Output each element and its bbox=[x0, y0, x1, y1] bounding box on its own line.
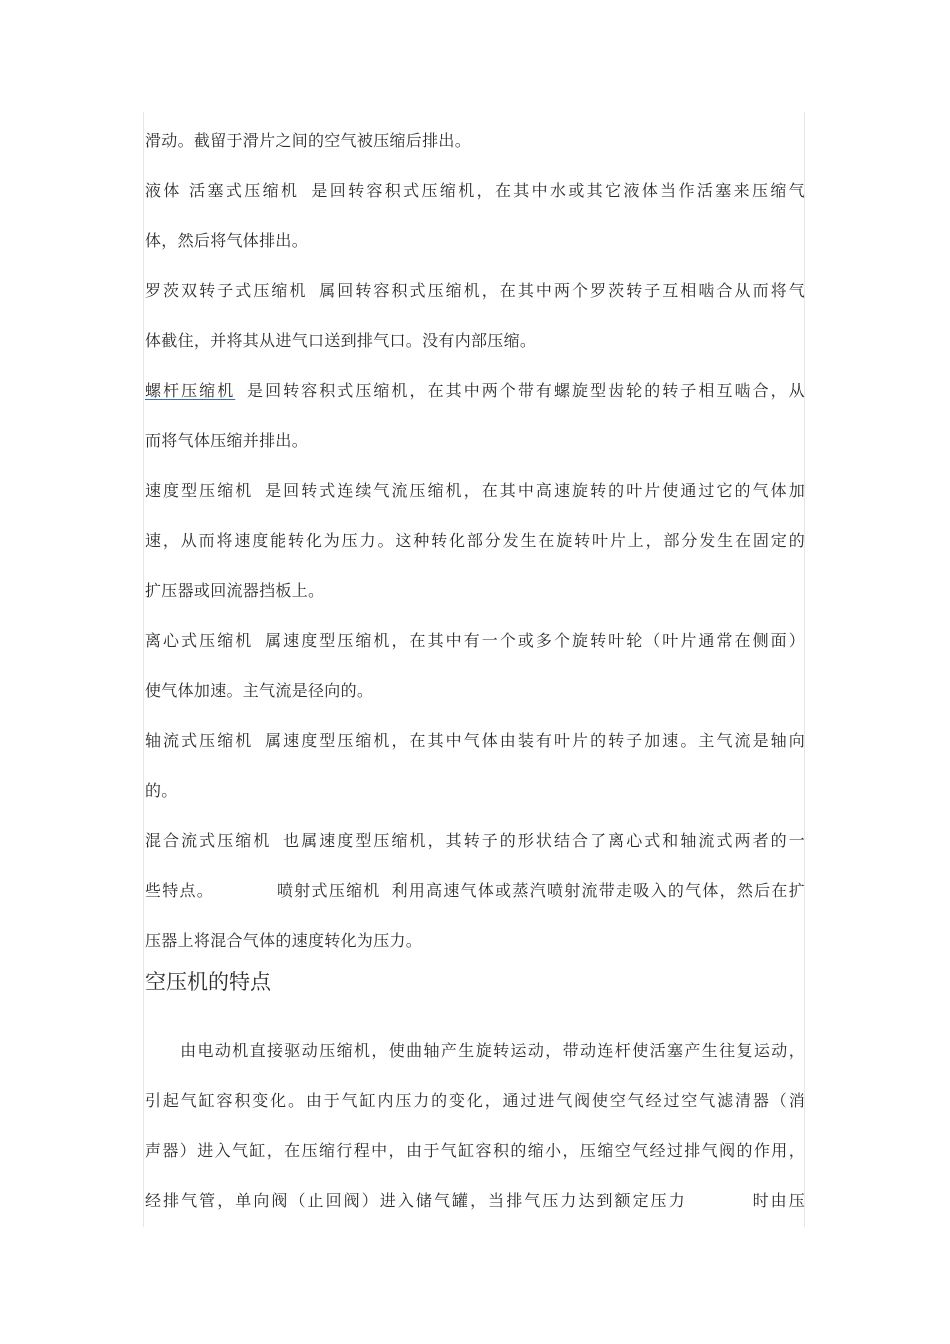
text-line bbox=[145, 780, 805, 802]
text-line bbox=[145, 1140, 805, 1162]
term-roots-compressor: 罗茨双转子式压缩机 bbox=[145, 281, 308, 300]
text-line bbox=[145, 230, 805, 252]
screw-compressor-link[interactable]: 螺杆压缩机 bbox=[145, 381, 236, 400]
text-run: 速，从而将速度能转化为压力。这种转化部分发生在旋转叶片上，部分发生在固定的 bbox=[145, 531, 805, 550]
text-line bbox=[145, 1090, 805, 1112]
text-run: 体，然后将气体排出。 bbox=[145, 231, 309, 250]
text-run: 属速度型压缩机，在其中气体由装有叶片的转子加速。主气流是轴向 bbox=[263, 731, 805, 750]
text-line bbox=[145, 630, 805, 652]
text-run: 属回转容积式压缩机，在其中两个罗茨转子互相啮合从而将气 bbox=[317, 281, 805, 300]
page-margin-line-left bbox=[143, 112, 144, 1227]
text-line bbox=[145, 480, 805, 502]
text-line bbox=[145, 730, 805, 752]
text-line bbox=[145, 1040, 805, 1062]
text-run: 由电动机直接驱动压缩机，使曲轴产生旋转运动，带动连杆使活塞产生往复运动， bbox=[179, 1041, 805, 1060]
term-jet-compressor: 喷射式压缩机 bbox=[276, 881, 381, 900]
text-line bbox=[145, 830, 805, 852]
text-run: 引起气缸容积变化。由于气缸内压力的变化，通过进气阀使空气经过空气滤清器（消 bbox=[145, 1091, 805, 1110]
text-line bbox=[145, 330, 805, 352]
text-run: 体截住，并将其从进气口送到排气口。没有内部压缩。 bbox=[145, 331, 537, 350]
text-run: 是回转式连续气流压缩机，在其中高速旋转的叶片使通过它的气体加 bbox=[263, 481, 805, 500]
text-run: 的。 bbox=[145, 781, 178, 800]
text-run: 而将气体压缩并排出。 bbox=[145, 431, 309, 450]
text-run: 压器上将混合气体的速度转化为压力。 bbox=[145, 931, 423, 950]
text-line bbox=[145, 280, 805, 302]
text-line bbox=[145, 930, 805, 952]
text-line bbox=[145, 180, 805, 202]
term-mixed-flow-compressor: 混合流式压缩机 bbox=[145, 831, 272, 850]
text-line bbox=[145, 680, 805, 702]
text-run: 经排气管，单向阀（止回阀）进入储气罐，当排气压力达到额定压力 bbox=[145, 1191, 687, 1210]
text-run: 属速度型压缩机，在其中有一个或多个旋转叶轮（叶片通常在侧面） bbox=[263, 631, 805, 650]
text-line bbox=[145, 1190, 805, 1212]
term-axial-compressor: 轴流式压缩机 bbox=[145, 731, 254, 750]
text-run: 扩压器或回流器挡板上。 bbox=[145, 581, 325, 600]
text-run: 也属速度型压缩机，其转子的形状结合了离心式和轴流式两者的一 bbox=[281, 831, 805, 850]
text-run: 利用高速气体或蒸汽喷射流带走吸入的气体，然后在扩 bbox=[390, 881, 805, 900]
text-line bbox=[145, 880, 805, 902]
term-centrifugal-compressor: 离心式压缩机 bbox=[145, 631, 254, 650]
section-heading: 空压机的特点 bbox=[145, 970, 271, 994]
text-line bbox=[145, 580, 805, 602]
term-velocity-compressor: 速度型压缩机 bbox=[145, 481, 254, 500]
text-line bbox=[145, 380, 805, 402]
text-run: 是回转容积式压缩机，在其中水或其它液体当作活塞来压缩气 bbox=[309, 181, 805, 200]
text-line bbox=[145, 530, 805, 552]
text-run: 滑动。截留于滑片之间的空气被压缩后排出。 bbox=[145, 131, 472, 150]
text-line bbox=[145, 130, 805, 152]
text-run: 使气体加速。主气流是径向的。 bbox=[145, 681, 374, 700]
text-run: 是回转容积式压缩机，在其中两个带有螺旋型齿轮的转子相互啮合，从 bbox=[245, 381, 805, 400]
text-run: 些特点。 bbox=[145, 881, 215, 900]
text-run: 时由压 bbox=[750, 1191, 805, 1210]
text-run: 声器）进入气缸，在压缩行程中，由于气缸容积的缩小，压缩空气经过排气阀的作用， bbox=[145, 1141, 805, 1160]
term-liquid-piston-compressor: 液体 活塞式压缩机 bbox=[145, 181, 300, 200]
text-line bbox=[145, 430, 805, 452]
